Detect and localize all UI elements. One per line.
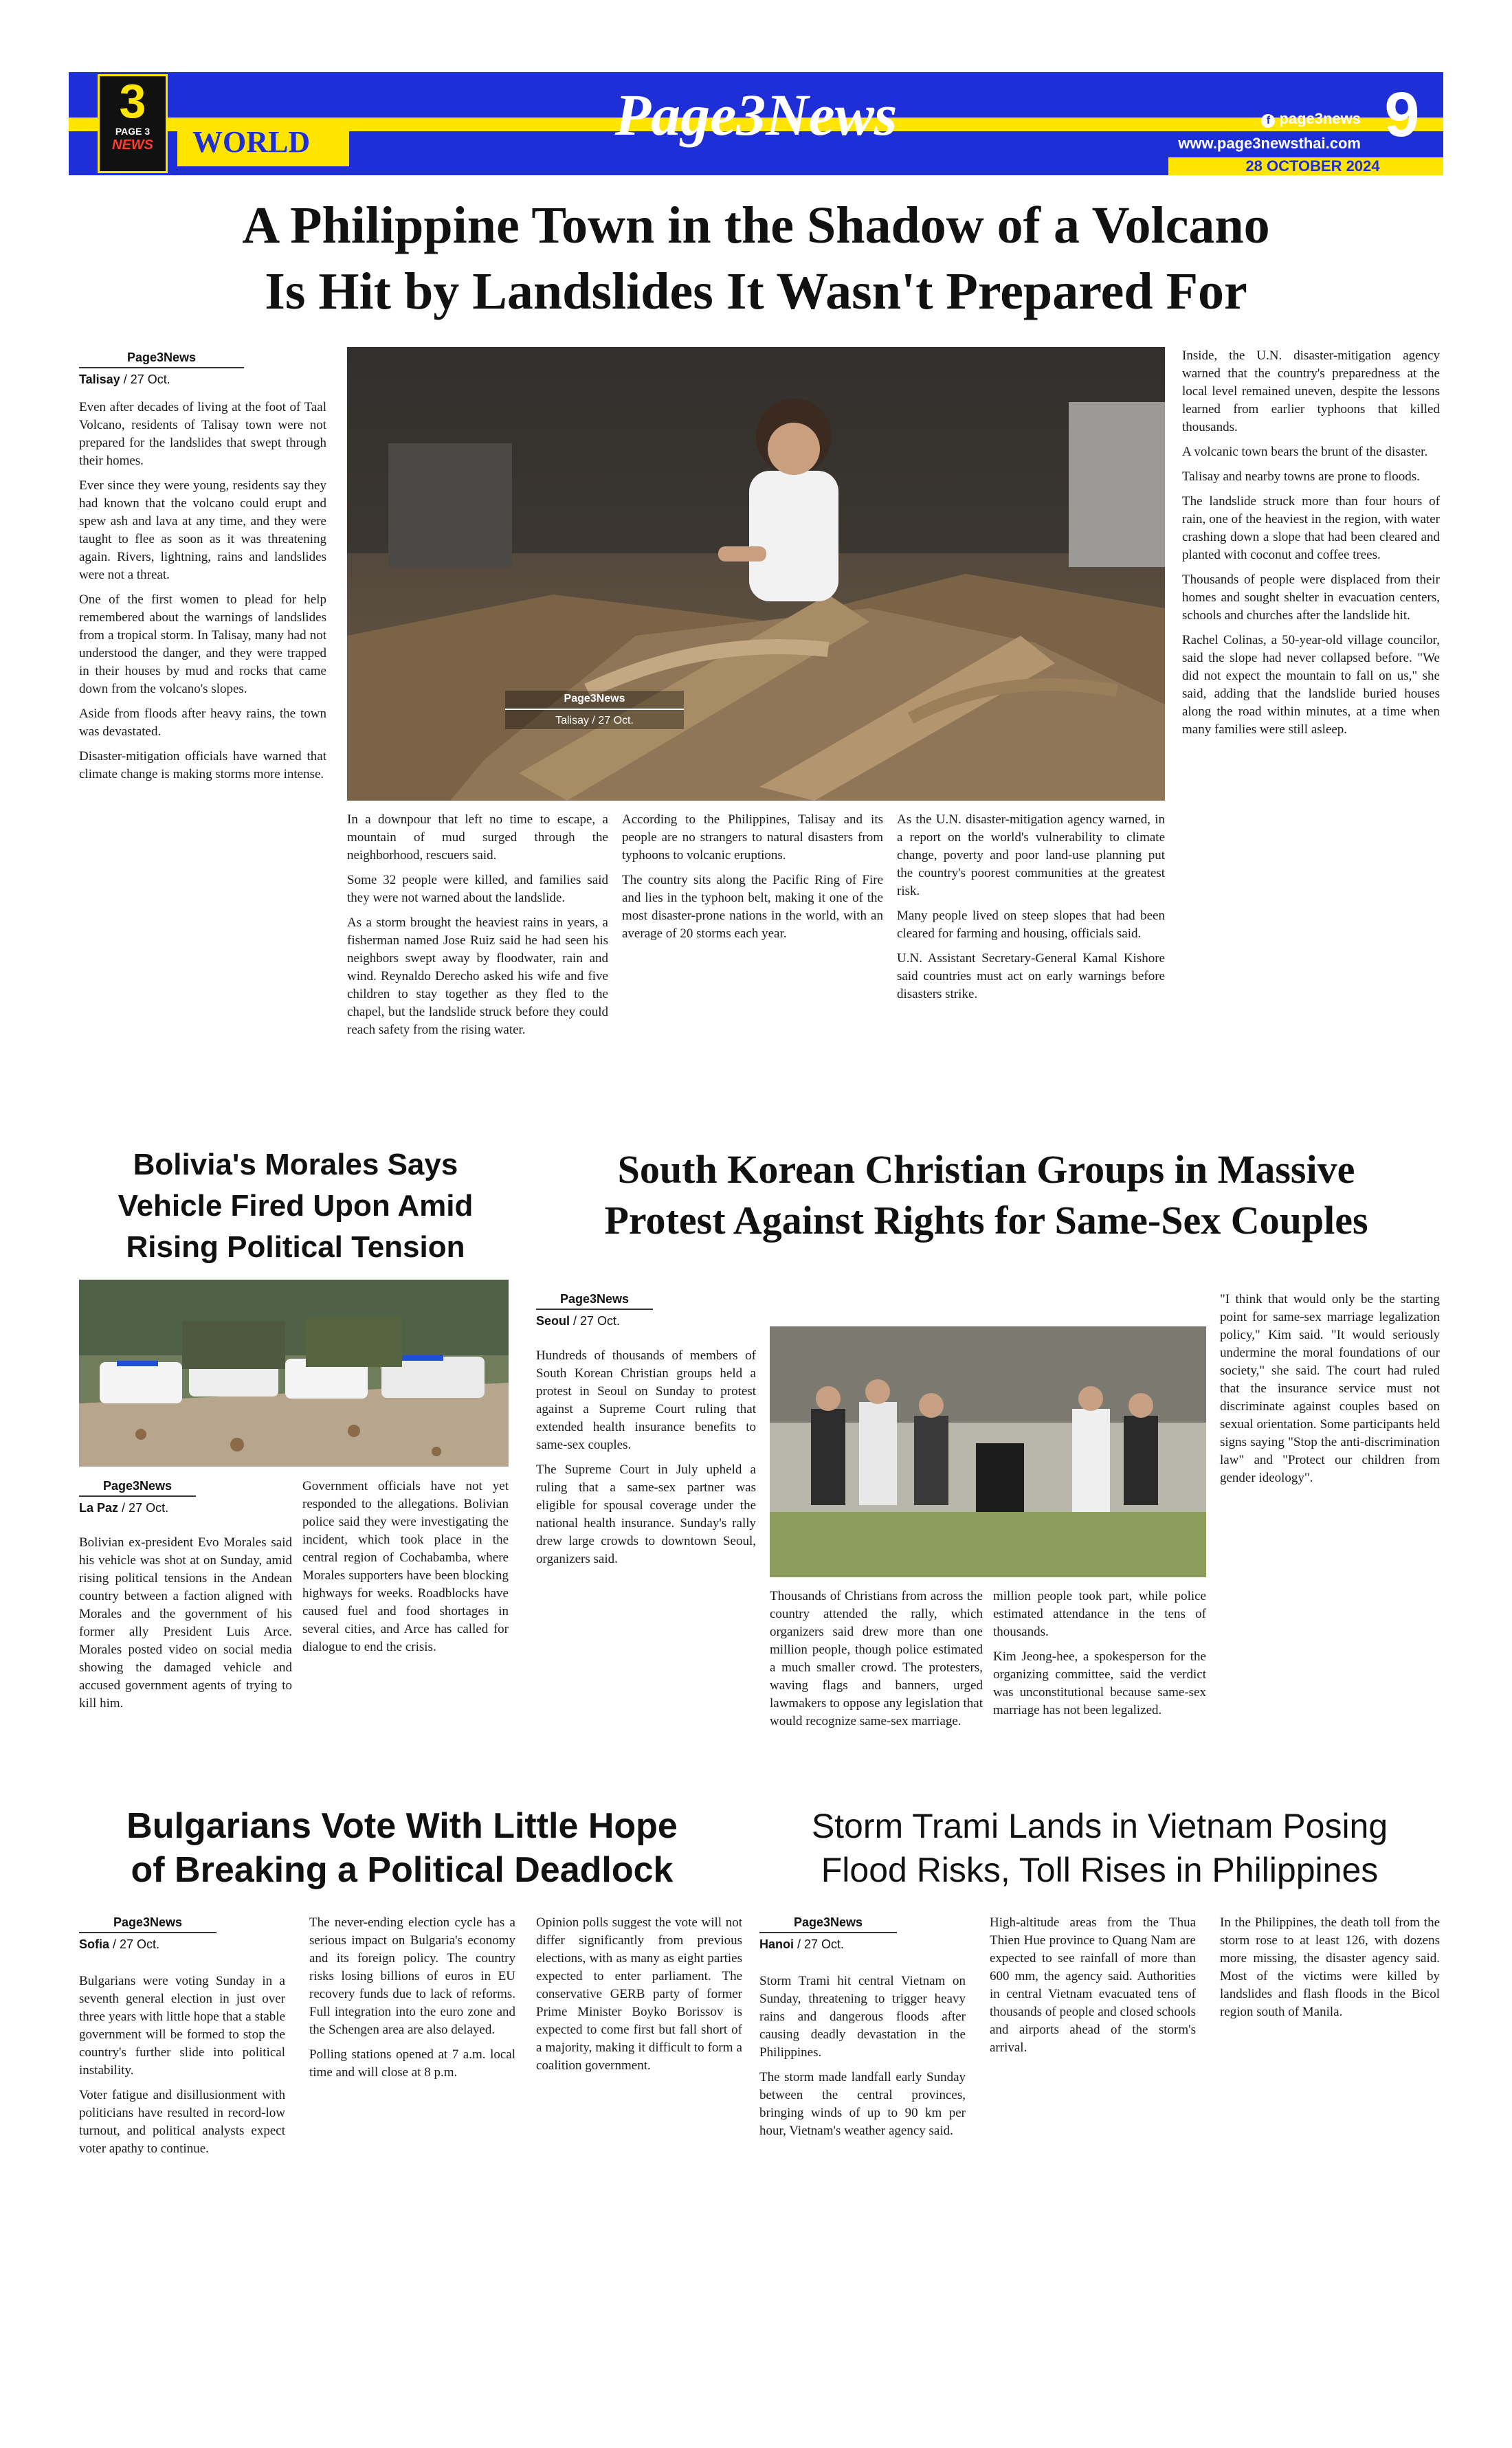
volcano-column-3 <box>622 811 883 1161</box>
bulgaria-dateline-place: Sofia <box>79 1937 110 1951</box>
volcano-c2-p3: As a storm brought the heaviest rains in years, a fisherman named Jose Ruiz said he had seen his neighbors swept away by floodwater, rain and wind. Reynaldo Derecho asked his wife and five children to stay together as they fled to the chapel, but the landslide struck before they could reach safety from the rising water. <box>347 915 608 1037</box>
bulgaria-c2-p2: Polling stations opened at 7 a.m. local time and will close at 8 p.m. <box>309 2047 515 2080</box>
korea-c1-p1: Hundreds of thousands of members of South Korean Christian groups held a protest in Seoul on Sunday to protest against a Supreme Court ruling that extended health insurance benefits to same-sex couples. <box>536 1348 756 1452</box>
korea-photo <box>770 1326 1206 1577</box>
bolivia-headline-line2: Vehicle Fired Upon Amid <box>118 1189 474 1223</box>
volcano-c4-p2: Many people lived on steep slopes that had been cleared for farming and housing, officials said. <box>897 909 1165 941</box>
volcano-c5-p4: The landslide struck more than four hours of rain, one of the heaviest in the region, with water crashing down a slope that had been cleared and planted with coconut and coffee trees. <box>1182 494 1440 562</box>
bulgaria-headline <box>76 1804 729 1900</box>
bulgaria-byline: Page3News Sofia / 27 Oct. <box>79 1914 216 1952</box>
trami-c1-p1: Storm Trami hit central Vietnam on Sunday, threatening to trigger heavy rains and dangerous floods after causing deadly devastation in the Philippines. <box>759 1974 966 2060</box>
trami-byline: Page3News Hanoi / 27 Oct. <box>759 1914 897 1952</box>
korea-c1-p2: The Supreme Court in July upheld a ruling that a same-sex partner was eligible for spousal coverage under the national health insurance. Sunday's rally drew large crowds to downtown Seoul, organizers said. <box>536 1462 756 1566</box>
volcano-column-2 <box>347 811 608 1161</box>
bolivia-headline-line3: Rising Political Tension <box>126 1230 465 1264</box>
issue-date: 28 OCTOBER 2024 <box>1245 157 1380 175</box>
volcano-c5-p2: A volcanic town bears the brunt of the disaster. <box>1182 445 1428 459</box>
bolivia-headline <box>76 1144 515 1282</box>
korea-dateline-place: Seoul <box>536 1314 570 1328</box>
website-url: www.page3newsthai.com <box>1178 135 1361 152</box>
volcano-headline <box>69 192 1443 330</box>
korea-c3-p1: million people took part, while police estimated attendance in the tens of thousands. <box>993 1589 1206 1639</box>
facebook-icon: f <box>1261 114 1275 128</box>
volcano-dateline-date: 27 Oct. <box>130 372 170 386</box>
bulgaria-c1-p2: Voter fatigue and disillusionment with politicians have resulted in record-low turnout, and political analysts expect voter apathy to continue. <box>79 2088 285 2156</box>
volcano-c3-p2: The country sits along the Pacific Ring of Fire and lies in the typhoon belt, making it one of the most disaster-prone nations in the world, with an average of 20 storms each year. <box>622 873 883 941</box>
trami-headline <box>756 1804 1443 1900</box>
korea-column-1 <box>536 1347 756 1795</box>
bulgaria-column-3 <box>536 1914 742 2385</box>
bolivia-column-1 <box>79 1534 292 1795</box>
logo-number: 3 <box>119 74 146 128</box>
volcano-c4-p3: U.N. Assistant Secretary-General Kamal Kishore said countries must act on early warnings before disasters strike. <box>897 951 1165 1001</box>
page-number: 9 <box>1384 80 1420 150</box>
bolivia-dateline-place: La Paz <box>79 1501 119 1515</box>
volcano-byline: Page3News Talisay / 27 Oct. <box>79 349 244 388</box>
korea-column-2 <box>770 1588 983 1795</box>
bulgaria-column-2 <box>309 1914 515 2385</box>
trami-headline-line2: Flood Risks, Toll Rises in Philippines <box>821 1851 1379 1889</box>
volcano-c5-p5: Thousands of people were displaced from their homes and sought shelter in evacuation centers, schools and churches after the landslide hit. <box>1182 572 1440 623</box>
bolivia-c2-p1: Government officials have not yet responded to the allegations. Bolivian police said they were investigating the incident, which took place in the central region of Cochabamba, where Morales supporters have been blocking highways for weeks. Roadblocks have caused fuel and food shortages in several cities, and Arce has called for dialogue to end the crisis. <box>302 1479 509 1654</box>
bolivia-photo-illustration <box>79 1280 509 1467</box>
korea-c4-p1: "I think that would only be the starting point for same-sex marriage legalization policy," Kim said. "It would seriously undermine the moral foundations of our society," she said. The court had ruled that the insurance service must not discriminate against couples based on sexual orientation. Some participants held signs saying "Stop the anti-discrimination law" and "Protect our children from gender ideology". <box>1220 1292 1440 1485</box>
trami-headline-line1: Storm Trami Lands in Vietnam Posing <box>811 1807 1388 1845</box>
volcano-c1-p5: Disaster-mitigation officials have warned that climate change is making storms more intense. <box>79 749 326 781</box>
bulgaria-c2-p1: The never-ending election cycle has a serious impact on Bulgaria's economy and its foreign policy. The country risks losing billions of euros in EU recovery funds due to lack of reforms. Full integration into the euro zone and the Schengen area are also delayed. <box>309 1915 515 2037</box>
volcano-c1-p1: Even after decades of living at the foot of Taal Volcano, residents of Talisay town were not prepared for the landslides that swept through their homes. <box>79 400 326 468</box>
volcano-photo-illustration <box>347 347 1165 801</box>
bulgaria-c3-p1: Opinion polls suggest the vote will not differ significantly from previous elections, with as many as eight parties expected to enter parliament. The conservative GERB party of former Prime Minister Boyko Borissov is expected to come first but fall short of a majority, making it difficult to form a coalition government. <box>536 1915 742 2073</box>
volcano-c2-p2: Some 32 people were killed, and families said they were not warned about the landslide. <box>347 873 608 905</box>
trami-column-2 <box>990 1914 1196 2385</box>
korea-dateline-date: 27 Oct. <box>580 1314 621 1328</box>
volcano-headline-line2: Is Hit by Landslides It Wasn't Prepared For <box>265 263 1247 320</box>
volcano-column-5 <box>1182 347 1440 1161</box>
bolivia-dateline-date: 27 Oct. <box>129 1501 169 1515</box>
page3-logo <box>98 74 168 173</box>
volcano-c5-p6: Rachel Colinas, a 50-year-old village councilor, said the slope had never collapsed before. "We did not expect the mountain to fall on us," she said, adding that the landslide buried houses along the road within minutes, at a time when many families were still asleep. <box>1182 633 1440 737</box>
trami-dateline-date: 27 Oct. <box>804 1937 845 1951</box>
volcano-photo-caption <box>505 691 684 729</box>
bulgaria-column-1 <box>79 1972 285 2385</box>
korea-c3-p2: Kim Jeong-hee, a spokesperson for the organizing committee, said the verdict was unconstitutional because same-sex marriage has not been legalized. <box>993 1649 1206 1717</box>
volcano-photo-caption-place: Talisay / 27 Oct. <box>555 715 634 726</box>
korea-c2-p1: Thousands of Christians from across the country attended the rally, which organizers said drew more than one million people, though police estimated a much smaller crowd. The protesters, waving flags and banners, urged lawmakers to oppose any legislation that would recognize same-sex marriage. <box>770 1589 983 1728</box>
trami-c2-p1: High-altitude areas from the Thua Thien Hue province to Quang Nam are expected to see rainfall of more than 600 mm, the agency said. Authorities in central Vietnam evacuated tens of thousands of people and closed schools and airports ahead of the storm's arrival. <box>990 1915 1196 2055</box>
korea-column-4 <box>1220 1291 1440 1795</box>
bolivia-photo <box>79 1280 509 1467</box>
trami-column-3 <box>1220 1914 1440 2385</box>
korea-headline-line1: South Korean Christian Groups in Massive <box>617 1147 1355 1192</box>
korea-source: Page3News <box>536 1291 653 1310</box>
logo-line2: NEWS <box>112 137 153 153</box>
trami-column-1 <box>759 1972 966 2385</box>
korea-photo-illustration <box>770 1326 1206 1577</box>
brand-title: Page3News <box>614 82 898 148</box>
volcano-c5-p1: Inside, the U.N. disaster-mitigation agency warned that the country's preparedness at the local level remained uneven, despite the lessons learned from earlier typhoons that killed thousands. <box>1182 348 1440 434</box>
trami-source: Page3News <box>759 1914 897 1933</box>
volcano-photo <box>347 347 1165 801</box>
bulgaria-headline-line2: of Breaking a Political Deadlock <box>131 1850 674 1890</box>
social-handle-text: page3news <box>1279 110 1361 127</box>
social-handle <box>1168 109 1361 129</box>
korea-byline: Page3News Seoul / 27 Oct. <box>536 1291 653 1329</box>
volcano-column-4 <box>897 811 1165 1161</box>
bulgaria-headline-line1: Bulgarians Vote With Little Hope <box>126 1806 678 1846</box>
bulgaria-c1-p1: Bulgarians were voting Sunday in a seventh general election in just over three years with little hope that a stable government will be formed to stop the country's further slide into political instability. <box>79 1974 285 2078</box>
bolivia-source: Page3News <box>79 1478 196 1497</box>
bulgaria-source: Page3News <box>79 1914 216 1933</box>
volcano-headline-line1: A Philippine Town in the Shadow of a Volcano <box>242 197 1270 254</box>
volcano-column-1 <box>79 399 326 1161</box>
korea-headline <box>529 1144 1443 1275</box>
volcano-c2-p1: In a downpour that left no time to escape, a mountain of mud surged through the neighborhood, rescuers said. <box>347 812 608 863</box>
volcano-dateline-place: Talisay <box>79 372 120 386</box>
volcano-c1-p2: Ever since they were young, residents say they had known that the volcano could erupt and spew ash and lava at any time, and they were taught to flee as soon as it was threatening again. Rivers, lightning, rains and landslides were not a threat. <box>79 478 326 582</box>
volcano-source: Page3News <box>79 349 244 368</box>
volcano-c3-p1: According to the Philippines, Talisay and its people are no strangers to natural disasters from typhoons to volcanic eruptions. <box>622 812 883 863</box>
trami-dateline-place: Hanoi <box>759 1937 794 1951</box>
bolivia-column-2 <box>302 1478 509 1795</box>
volcano-c5-p3: Talisay and nearby towns are prone to floods. <box>1182 469 1420 484</box>
bolivia-headline-line1: Bolivia's Morales Says <box>133 1148 458 1181</box>
bolivia-byline: Page3News La Paz / 27 Oct. <box>79 1478 196 1516</box>
logo-line1: PAGE 3 <box>115 126 151 137</box>
korea-column-3 <box>993 1588 1206 1795</box>
volcano-c4-p1: As the U.N. disaster-mitigation agency warned, in a report on the world's vulnerability to climate change, poverty and poor land-use planning put the country's poorest communities at the greatest risk. <box>897 812 1165 898</box>
section-tag: WORLD <box>177 118 349 166</box>
volcano-c1-p4: Aside from floods after heavy rains, the town was devastated. <box>79 706 326 739</box>
trami-c1-p2: The storm made landfall early Sunday between the central provinces, bringing winds of up to 90 km per hour, Vietnam's weather agency said. <box>759 2070 966 2138</box>
volcano-photo-caption-source: Page3News <box>505 691 684 710</box>
volcano-c1-p3: One of the first women to plead for help remembered about the warnings of landslides from a tropical storm. In Talisay, many had not understood the danger, and they were trapped in their houses by mud and rocks that came down from the volcano's slopes. <box>79 592 326 696</box>
korea-headline-line2: Protest Against Rights for Same-Sex Couples <box>604 1198 1368 1243</box>
bolivia-c1-p1: Bolivian ex-president Evo Morales said his vehicle was shot at on Sunday, amid rising political tensions in the Andean country between a faction aligned with Morales and the government of his former ally President Luis Arce. Morales posted video on social media showing the damaged vehicle and accused government agents of trying to kill him. <box>79 1535 292 1711</box>
bulgaria-dateline-date: 27 Oct. <box>120 1937 160 1951</box>
trami-c3-p1: In the Philippines, the death toll from the storm rose to at least 126, with dozens more missing, the disaster agency said. Most of the victims were killed by landslides and flash floods in the Bicol region south of Manila. <box>1220 1915 1440 2019</box>
